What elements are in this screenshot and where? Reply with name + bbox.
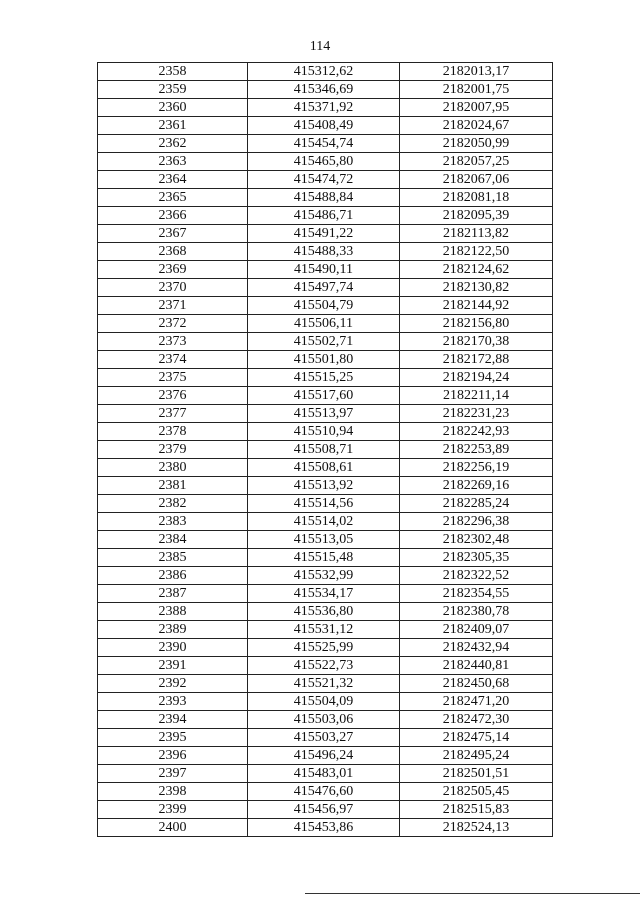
x-coordinate-cell: 415476,60 bbox=[248, 783, 400, 801]
y-coordinate-cell: 2182501,51 bbox=[400, 765, 553, 783]
table-row bbox=[98, 441, 553, 459]
table-row bbox=[98, 585, 553, 603]
point-number-cell: 2389 bbox=[98, 621, 248, 639]
table-row bbox=[98, 513, 553, 531]
table-row bbox=[98, 297, 553, 315]
table-row bbox=[98, 819, 553, 837]
point-number-cell: 2375 bbox=[98, 369, 248, 387]
point-number-cell: 2372 bbox=[98, 315, 248, 333]
y-coordinate-cell: 2182001,75 bbox=[400, 81, 553, 99]
y-coordinate-cell: 2182242,93 bbox=[400, 423, 553, 441]
y-coordinate-cell: 2182409,07 bbox=[400, 621, 553, 639]
table-row bbox=[98, 639, 553, 657]
x-coordinate-cell: 415525,99 bbox=[248, 639, 400, 657]
x-coordinate-cell: 415502,71 bbox=[248, 333, 400, 351]
point-number-cell: 2400 bbox=[98, 819, 248, 837]
table-row bbox=[98, 729, 553, 747]
y-coordinate-cell: 2182122,50 bbox=[400, 243, 553, 261]
x-coordinate-cell: 415504,09 bbox=[248, 693, 400, 711]
x-coordinate-cell: 415513,05 bbox=[248, 531, 400, 549]
table-row bbox=[98, 135, 553, 153]
point-number-cell: 2361 bbox=[98, 117, 248, 135]
y-coordinate-cell: 2182081,18 bbox=[400, 189, 553, 207]
x-coordinate-cell: 415514,02 bbox=[248, 513, 400, 531]
point-number-cell: 2391 bbox=[98, 657, 248, 675]
x-coordinate-cell: 415508,61 bbox=[248, 459, 400, 477]
point-number-cell: 2370 bbox=[98, 279, 248, 297]
y-coordinate-cell: 2182256,19 bbox=[400, 459, 553, 477]
y-coordinate-cell: 2182067,06 bbox=[400, 171, 553, 189]
x-coordinate-cell: 415346,69 bbox=[248, 81, 400, 99]
table-row bbox=[98, 495, 553, 513]
y-coordinate-cell: 2182515,83 bbox=[400, 801, 553, 819]
point-number-cell: 2364 bbox=[98, 171, 248, 189]
y-coordinate-cell: 2182231,23 bbox=[400, 405, 553, 423]
point-number-cell: 2388 bbox=[98, 603, 248, 621]
table-row bbox=[98, 693, 553, 711]
x-coordinate-cell: 415490,11 bbox=[248, 261, 400, 279]
point-number-cell: 2397 bbox=[98, 765, 248, 783]
y-coordinate-cell: 2182253,89 bbox=[400, 441, 553, 459]
x-coordinate-cell: 415497,74 bbox=[248, 279, 400, 297]
x-coordinate-cell: 415496,24 bbox=[248, 747, 400, 765]
point-number-cell: 2363 bbox=[98, 153, 248, 171]
point-number-cell: 2393 bbox=[98, 693, 248, 711]
x-coordinate-cell: 415515,25 bbox=[248, 369, 400, 387]
y-coordinate-cell: 2182495,24 bbox=[400, 747, 553, 765]
table-row bbox=[98, 153, 553, 171]
table-row bbox=[98, 243, 553, 261]
x-coordinate-cell: 415312,62 bbox=[248, 63, 400, 81]
table-row bbox=[98, 657, 553, 675]
point-number-cell: 2362 bbox=[98, 135, 248, 153]
x-coordinate-cell: 415474,72 bbox=[248, 171, 400, 189]
y-coordinate-cell: 2182013,17 bbox=[400, 63, 553, 81]
y-coordinate-cell: 2182024,67 bbox=[400, 117, 553, 135]
y-coordinate-cell: 2182322,52 bbox=[400, 567, 553, 585]
point-number-cell: 2368 bbox=[98, 243, 248, 261]
x-coordinate-cell: 415483,01 bbox=[248, 765, 400, 783]
y-coordinate-cell: 2182156,80 bbox=[400, 315, 553, 333]
table-row bbox=[98, 765, 553, 783]
coordinates-table-body bbox=[98, 63, 553, 837]
point-number-cell: 2360 bbox=[98, 99, 248, 117]
y-coordinate-cell: 2182007,95 bbox=[400, 99, 553, 117]
x-coordinate-cell: 415456,97 bbox=[248, 801, 400, 819]
x-coordinate-cell: 415503,06 bbox=[248, 711, 400, 729]
table-row bbox=[98, 387, 553, 405]
x-coordinate-cell: 415532,99 bbox=[248, 567, 400, 585]
table-row bbox=[98, 63, 553, 81]
point-number-cell: 2379 bbox=[98, 441, 248, 459]
point-number-cell: 2396 bbox=[98, 747, 248, 765]
y-coordinate-cell: 2182450,68 bbox=[400, 675, 553, 693]
point-number-cell: 2392 bbox=[98, 675, 248, 693]
table-row bbox=[98, 783, 553, 801]
point-number-cell: 2373 bbox=[98, 333, 248, 351]
x-coordinate-cell: 415536,80 bbox=[248, 603, 400, 621]
table-row bbox=[98, 603, 553, 621]
y-coordinate-cell: 2182144,92 bbox=[400, 297, 553, 315]
point-number-cell: 2394 bbox=[98, 711, 248, 729]
y-coordinate-cell: 2182440,81 bbox=[400, 657, 553, 675]
table-row bbox=[98, 549, 553, 567]
table-row bbox=[98, 567, 553, 585]
x-coordinate-cell: 415454,74 bbox=[248, 135, 400, 153]
y-coordinate-cell: 2182380,78 bbox=[400, 603, 553, 621]
table-row bbox=[98, 477, 553, 495]
y-coordinate-cell: 2182505,45 bbox=[400, 783, 553, 801]
x-coordinate-cell: 415515,48 bbox=[248, 549, 400, 567]
point-number-cell: 2384 bbox=[98, 531, 248, 549]
point-number-cell: 2383 bbox=[98, 513, 248, 531]
table-row bbox=[98, 621, 553, 639]
point-number-cell: 2371 bbox=[98, 297, 248, 315]
table-row bbox=[98, 333, 553, 351]
y-coordinate-cell: 2182124,62 bbox=[400, 261, 553, 279]
table-row bbox=[98, 261, 553, 279]
table-row bbox=[98, 675, 553, 693]
table-row bbox=[98, 81, 553, 99]
y-coordinate-cell: 2182194,24 bbox=[400, 369, 553, 387]
table-row bbox=[98, 225, 553, 243]
table-row bbox=[98, 315, 553, 333]
x-coordinate-cell: 415465,80 bbox=[248, 153, 400, 171]
y-coordinate-cell: 2182432,94 bbox=[400, 639, 553, 657]
table-row bbox=[98, 369, 553, 387]
y-coordinate-cell: 2182296,38 bbox=[400, 513, 553, 531]
table-row bbox=[98, 747, 553, 765]
point-number-cell: 2385 bbox=[98, 549, 248, 567]
point-number-cell: 2399 bbox=[98, 801, 248, 819]
point-number-cell: 2381 bbox=[98, 477, 248, 495]
coordinates-table bbox=[97, 62, 553, 837]
point-number-cell: 2386 bbox=[98, 567, 248, 585]
table-row bbox=[98, 801, 553, 819]
table-row bbox=[98, 207, 553, 225]
x-coordinate-cell: 415488,33 bbox=[248, 243, 400, 261]
y-coordinate-cell: 2182130,82 bbox=[400, 279, 553, 297]
y-coordinate-cell: 2182302,48 bbox=[400, 531, 553, 549]
x-coordinate-cell: 415491,22 bbox=[248, 225, 400, 243]
table-row bbox=[98, 189, 553, 207]
x-coordinate-cell: 415531,12 bbox=[248, 621, 400, 639]
x-coordinate-cell: 415486,71 bbox=[248, 207, 400, 225]
y-coordinate-cell: 2182050,99 bbox=[400, 135, 553, 153]
x-coordinate-cell: 415506,11 bbox=[248, 315, 400, 333]
table-row bbox=[98, 531, 553, 549]
y-coordinate-cell: 2182305,35 bbox=[400, 549, 553, 567]
y-coordinate-cell: 2182524,13 bbox=[400, 819, 553, 837]
table-row bbox=[98, 711, 553, 729]
table-row bbox=[98, 459, 553, 477]
table-row bbox=[98, 171, 553, 189]
y-coordinate-cell: 2182475,14 bbox=[400, 729, 553, 747]
point-number-cell: 2365 bbox=[98, 189, 248, 207]
point-number-cell: 2359 bbox=[98, 81, 248, 99]
table-row bbox=[98, 423, 553, 441]
y-coordinate-cell: 2182211,14 bbox=[400, 387, 553, 405]
y-coordinate-cell: 2182471,20 bbox=[400, 693, 553, 711]
x-coordinate-cell: 415488,84 bbox=[248, 189, 400, 207]
table-row bbox=[98, 117, 553, 135]
y-coordinate-cell: 2182472,30 bbox=[400, 711, 553, 729]
table-row bbox=[98, 99, 553, 117]
y-coordinate-cell: 2182095,39 bbox=[400, 207, 553, 225]
page-number: 114 bbox=[309, 39, 331, 54]
x-coordinate-cell: 415503,27 bbox=[248, 729, 400, 747]
x-coordinate-cell: 415371,92 bbox=[248, 99, 400, 117]
x-coordinate-cell: 415514,56 bbox=[248, 495, 400, 513]
x-coordinate-cell: 415517,60 bbox=[248, 387, 400, 405]
table-row bbox=[98, 279, 553, 297]
point-number-cell: 2374 bbox=[98, 351, 248, 369]
x-coordinate-cell: 415453,86 bbox=[248, 819, 400, 837]
point-number-cell: 2398 bbox=[98, 783, 248, 801]
point-number-cell: 2358 bbox=[98, 63, 248, 81]
point-number-cell: 2377 bbox=[98, 405, 248, 423]
x-coordinate-cell: 415408,49 bbox=[248, 117, 400, 135]
point-number-cell: 2376 bbox=[98, 387, 248, 405]
y-coordinate-cell: 2182057,25 bbox=[400, 153, 553, 171]
point-number-cell: 2395 bbox=[98, 729, 248, 747]
x-coordinate-cell: 415513,92 bbox=[248, 477, 400, 495]
table-row bbox=[98, 405, 553, 423]
point-number-cell: 2390 bbox=[98, 639, 248, 657]
x-coordinate-cell: 415521,32 bbox=[248, 675, 400, 693]
x-coordinate-cell: 415504,79 bbox=[248, 297, 400, 315]
y-coordinate-cell: 2182113,82 bbox=[400, 225, 553, 243]
x-coordinate-cell: 415522,73 bbox=[248, 657, 400, 675]
point-number-cell: 2387 bbox=[98, 585, 248, 603]
point-number-cell: 2382 bbox=[98, 495, 248, 513]
point-number-cell: 2369 bbox=[98, 261, 248, 279]
y-coordinate-cell: 2182170,38 bbox=[400, 333, 553, 351]
point-number-cell: 2367 bbox=[98, 225, 248, 243]
x-coordinate-cell: 415501,80 bbox=[248, 351, 400, 369]
x-coordinate-cell: 415508,71 bbox=[248, 441, 400, 459]
point-number-cell: 2380 bbox=[98, 459, 248, 477]
y-coordinate-cell: 2182269,16 bbox=[400, 477, 553, 495]
y-coordinate-cell: 2182172,88 bbox=[400, 351, 553, 369]
table-row bbox=[98, 351, 553, 369]
page-bottom-divider bbox=[305, 893, 640, 894]
y-coordinate-cell: 2182354,55 bbox=[400, 585, 553, 603]
point-number-cell: 2366 bbox=[98, 207, 248, 225]
y-coordinate-cell: 2182285,24 bbox=[400, 495, 553, 513]
x-coordinate-cell: 415534,17 bbox=[248, 585, 400, 603]
point-number-cell: 2378 bbox=[98, 423, 248, 441]
x-coordinate-cell: 415510,94 bbox=[248, 423, 400, 441]
x-coordinate-cell: 415513,97 bbox=[248, 405, 400, 423]
